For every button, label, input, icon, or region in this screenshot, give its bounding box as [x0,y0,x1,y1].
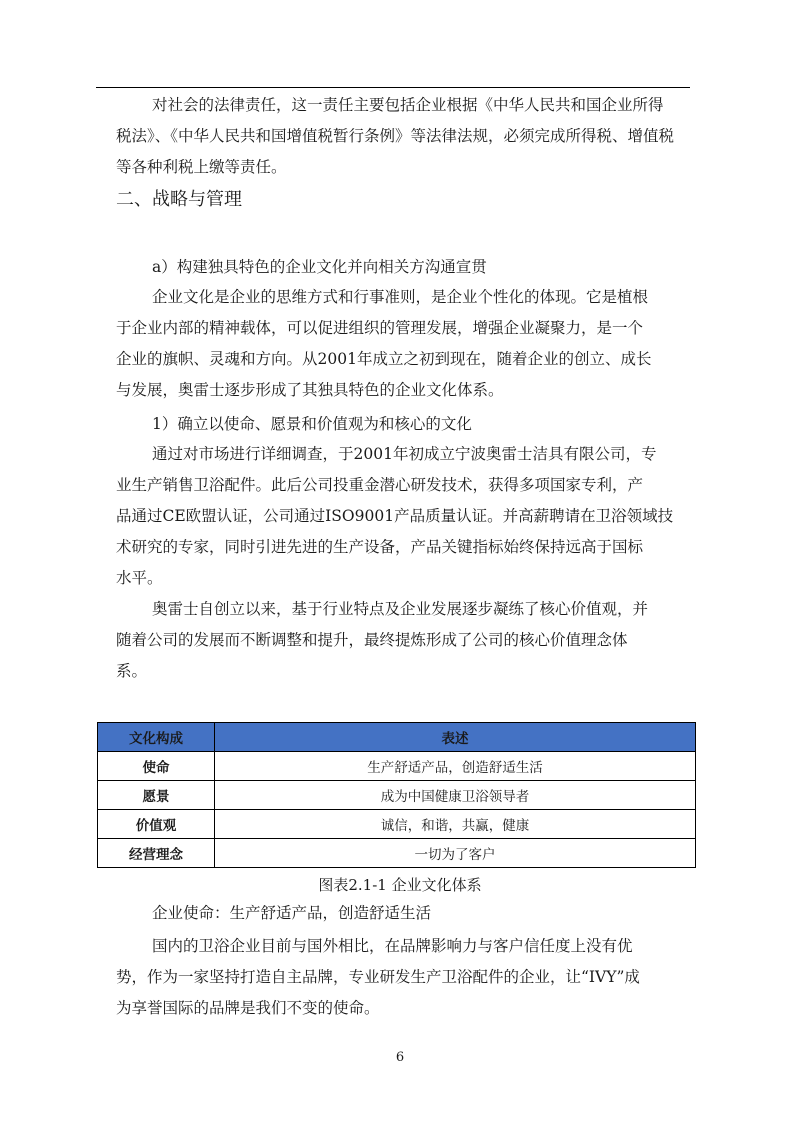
paragraph-core-values: 奥雷士自创立以来，基于行业特点及企业发展逐步凝练了核心价值观，并 随着公司的发展而不断调整和提升，最终提炼形成了公司的核心价值理念体 系。 [116,600,649,680]
table-row [98,781,696,810]
subheading-1: 1）确立以使命、愿景和价值观为和核心的文化 [152,415,472,433]
table-row [98,839,696,868]
table-header-description: 表述 [215,723,696,752]
table-caption: 图表2.1-1 企业文化体系 [318,876,482,894]
table-cell-name: 愿景 [98,781,215,810]
table-cell-desc: 一切为了客户 [215,839,696,868]
table-row [98,752,696,781]
table-header-culture: 文化构成 [98,723,215,752]
table-cell-name: 使命 [98,752,215,781]
subheading-a: a）构建独具特色的企业文化并向相关方沟通宣贯 [152,258,487,276]
section-heading: 二、战略与管理 [116,189,242,210]
table-cell-desc: 成为中国健康卫浴领导者 [215,781,696,810]
paragraph-brand: 国内的卫浴企业目前与国外相比，在品牌影响力与客户信任度上没有优 势，作为一家坚持打造自主品牌，专业研发生产卫浴配件的企业，让“IVY”成 为享誉国际的品牌是我们不变的使命。 [116,937,640,1017]
table-cell-name: 价值观 [98,810,215,839]
table-header-row [98,723,696,752]
paragraph-mission: 企业使命：生产舒适产品，创造舒适生活 [152,904,432,922]
page-number: 6 [395,1050,405,1065]
header-rule [96,87,690,88]
table-cell-desc: 诚信，和谐，共赢，健康 [215,810,696,839]
paragraph-company-history: 通过对市场进行详细调查，于2001年初成立宁波奥雷士洁具有限公司，专 业生产销售卫浴配件。此后公司投重金潜心研发技术，获得多项国家专利，产 品通过CE欧盟认证，公司通过ISO9001产品质量认证。并高薪聘请在卫浴领域技 术研究的专家，同时引进先进的生产设备，产品关键指标始终保持远高于国标 水平。 [116,445,674,587]
paragraph-legal-responsibility: 对社会的法律责任，这一责任主要包括企业根据《中华人民共和国企业所得 税法》、《中华人民共和国增值税暂行条例》等法律法规，必须完成所得税、增值税 等各种利税上缴等责任。 [116,96,675,176]
culture-table [97,722,696,868]
table-cell-name: 经营理念 [98,839,215,868]
paragraph-corporate-culture: 企业文化是企业的思维方式和行事准则，是企业个性化的体现。它是植根 于企业内部的精神载体，可以促进组织的管理发展，增强企业凝聚力，是一个 企业的旗帜、灵魂和方向。从2001年成立之初到现在，随着企业的创立、成长 与发展，奥雷士逐步形成了其独具特色的企业文化体系。 [116,288,652,399]
table-cell-desc: 生产舒适产品，创造舒适生活 [215,752,696,781]
table-row [98,810,696,839]
